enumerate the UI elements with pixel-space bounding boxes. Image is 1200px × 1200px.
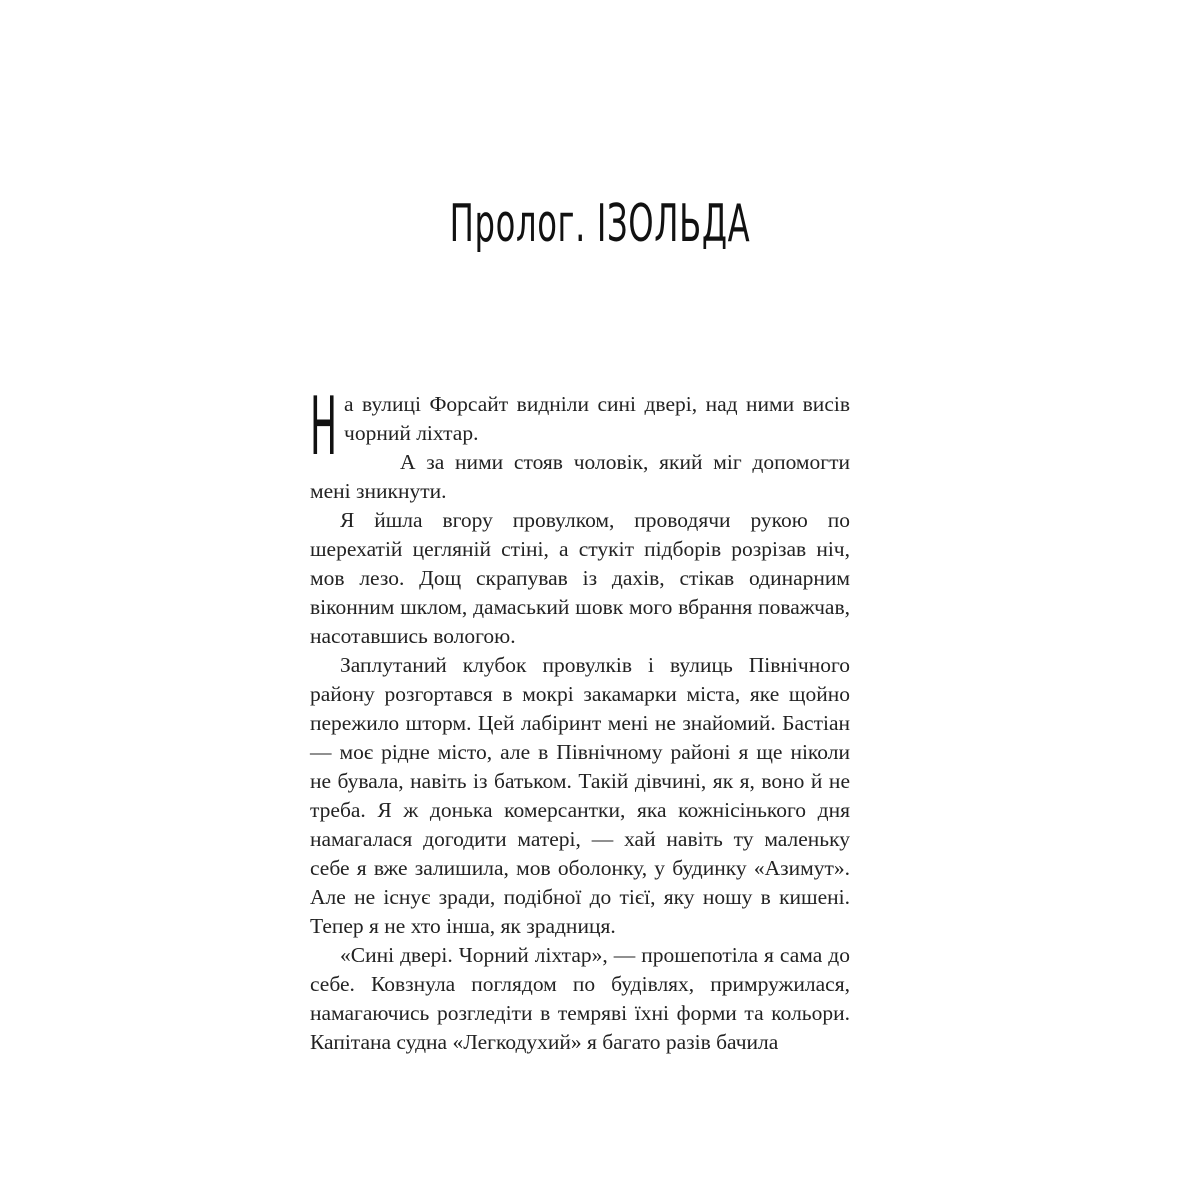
body-text — [310, 380, 850, 1057]
paragraph-1 — [310, 380, 850, 473]
chapter-title: Пролог. ІЗОЛЬДА — [449, 194, 751, 254]
paragraph-3: Я йшла вгору провулком, проводячи рукою по шерехатій цегляній стіні, а стукіт підборів розрізав ніч, мов лезо. Дощ скрапував із дахів, стікав одинарним віконним шклом, дамаський шовк мого вбрання поважчав, насотавшись вологою. — [310, 508, 850, 648]
paragraph-5: «Сині двері. Чорний ліхтар», — прошепотіла я сама до себе. Ковзнула поглядом по будівлях, примружилася, намагаючись розгледіти в темряві їхні форми та кольори. Капітана судна «Легкодухий» я багато разів бачила — [310, 943, 850, 1054]
paragraph-2: А за ними стояв чоловік, який міг допомогти мені зникнути. — [310, 450, 850, 503]
paragraph-4: Заплутаний клубок провулків і вулиць Північного району розгортався в мокрі закамарки міста, яке щойно пережило шторм. Цей лабіринт мені не знайомий. Бастіан — моє рідне місто, але в Північному районі я ще ніколи не бувала, навіть із батьком. Такій дівчині, як я, воно й не треба. Я ж донька комерсантки, яка кожнісінького дня намагалася догодити матері, — хай навіть ту маленьку себе я вже залишила, мов оболонку, у будинку «Азимут». Але не існує зради, подібної до тієї, яку ношу в кишені. Тепер я не хто інша, як зрадниця. — [310, 653, 850, 938]
drop-cap — [310, 380, 338, 473]
paragraph-1-text: а вулиці Форсайт видніли сині двері, над ними висів чорний ліхтар. — [344, 392, 850, 445]
drop-cap-letter: Н — [310, 380, 338, 473]
